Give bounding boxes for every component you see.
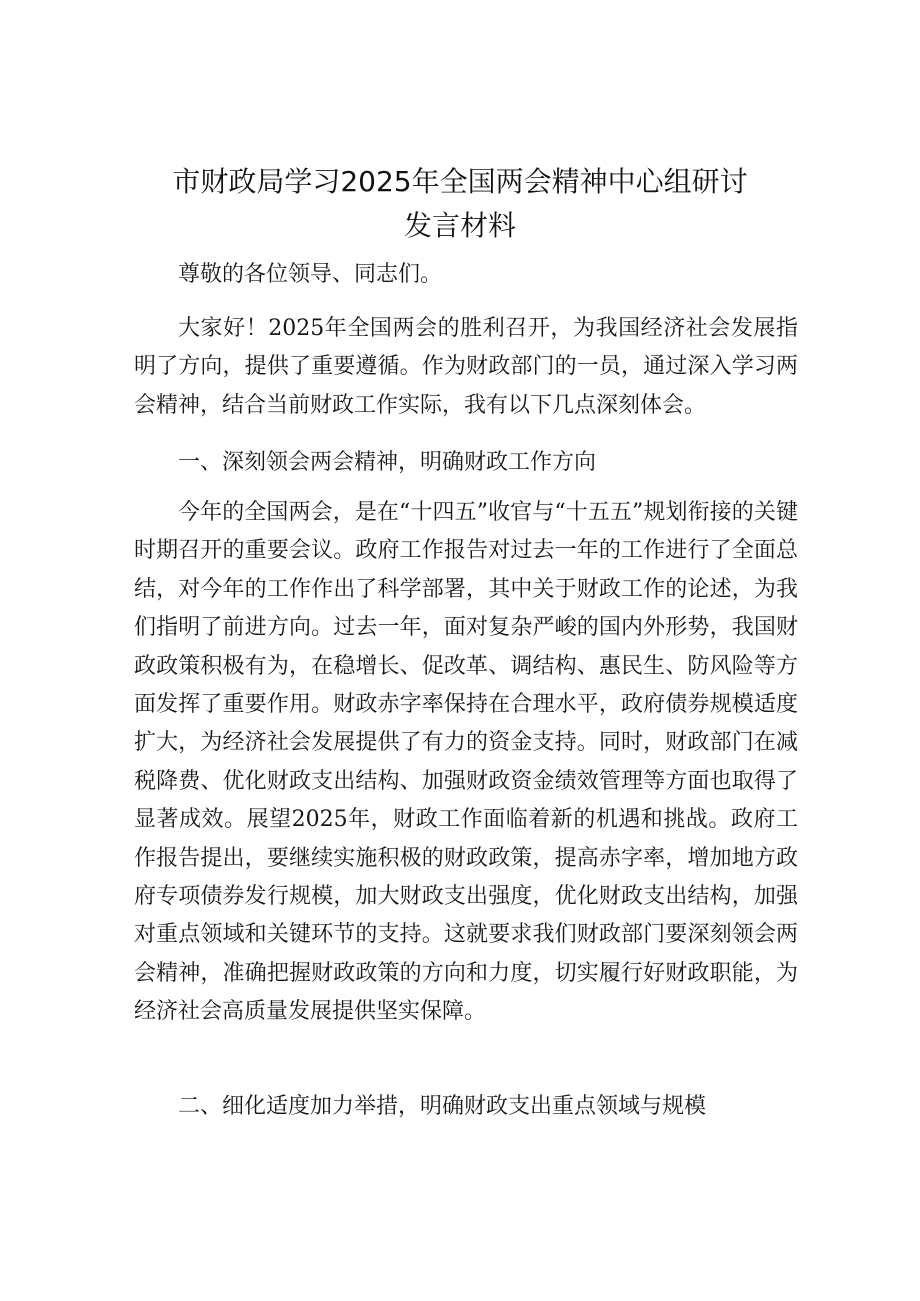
section-1-paragraph: 今年的全国两会，是在“十四五”收官与“十五五”规划衔接的关键时期召开的重要会议。政府工作报告对过去一年的工作进行了全面总结，对今年的工作作出了科学部署，其中关于财政工作的论述，为我们指明了前进方向。过去一年，面对复杂严峻的国内外形势，我国财政政策积极有为，在稳增长、促改革、调结构、惠民生、防风险等方面发挥了重要作用。财政赤字率保持在合理水平，政府债券规模适度扩大，为经济社会发展提供了有力的资金支持。同时，财政部门在减税降费、优化财政支出结构、加强财政资金绩效管理等方面也取得了显著成效。展望2025年，财政工作面临着新的机遇和挑战。政府工作报告提出，要继续实施积极的财政政策，提高赤字率，增加地方政府专项债券发行规模，加大财政支出强度，优化财政支出结构，加强对重点领域和关键环节的支持。这就要求我们财政部门要深刻领会两会精神，准确把握财政政策的方向和力度，切实履行好财政职能，为经济社会高质量发展提供坚实保障。 [134, 500, 798, 1025]
title-line-2: 发言材料 [403, 209, 516, 242]
title-line-1: 市财政局学习2025年全国两会精神中心组研讨 [172, 165, 748, 198]
salutation: 尊敬的各位领导、同志们。 [178, 262, 443, 287]
section-heading-1: 一、深刻领会两会精神，明确财政工作方向 [178, 450, 597, 475]
section-heading-2: 二、细化适度加力举措，明确财政支出重点领域与规模 [178, 1094, 707, 1119]
opening-paragraph: 大家好！2025年全国两会的胜利召开，为我国经济社会发展指明了方向，提供了重要遵循。作为财政部门的一员，通过深入学习两会精神，结合当前财政工作实际，我有以下几点深刻体会。 [134, 316, 798, 418]
document-title [120, 160, 800, 248]
